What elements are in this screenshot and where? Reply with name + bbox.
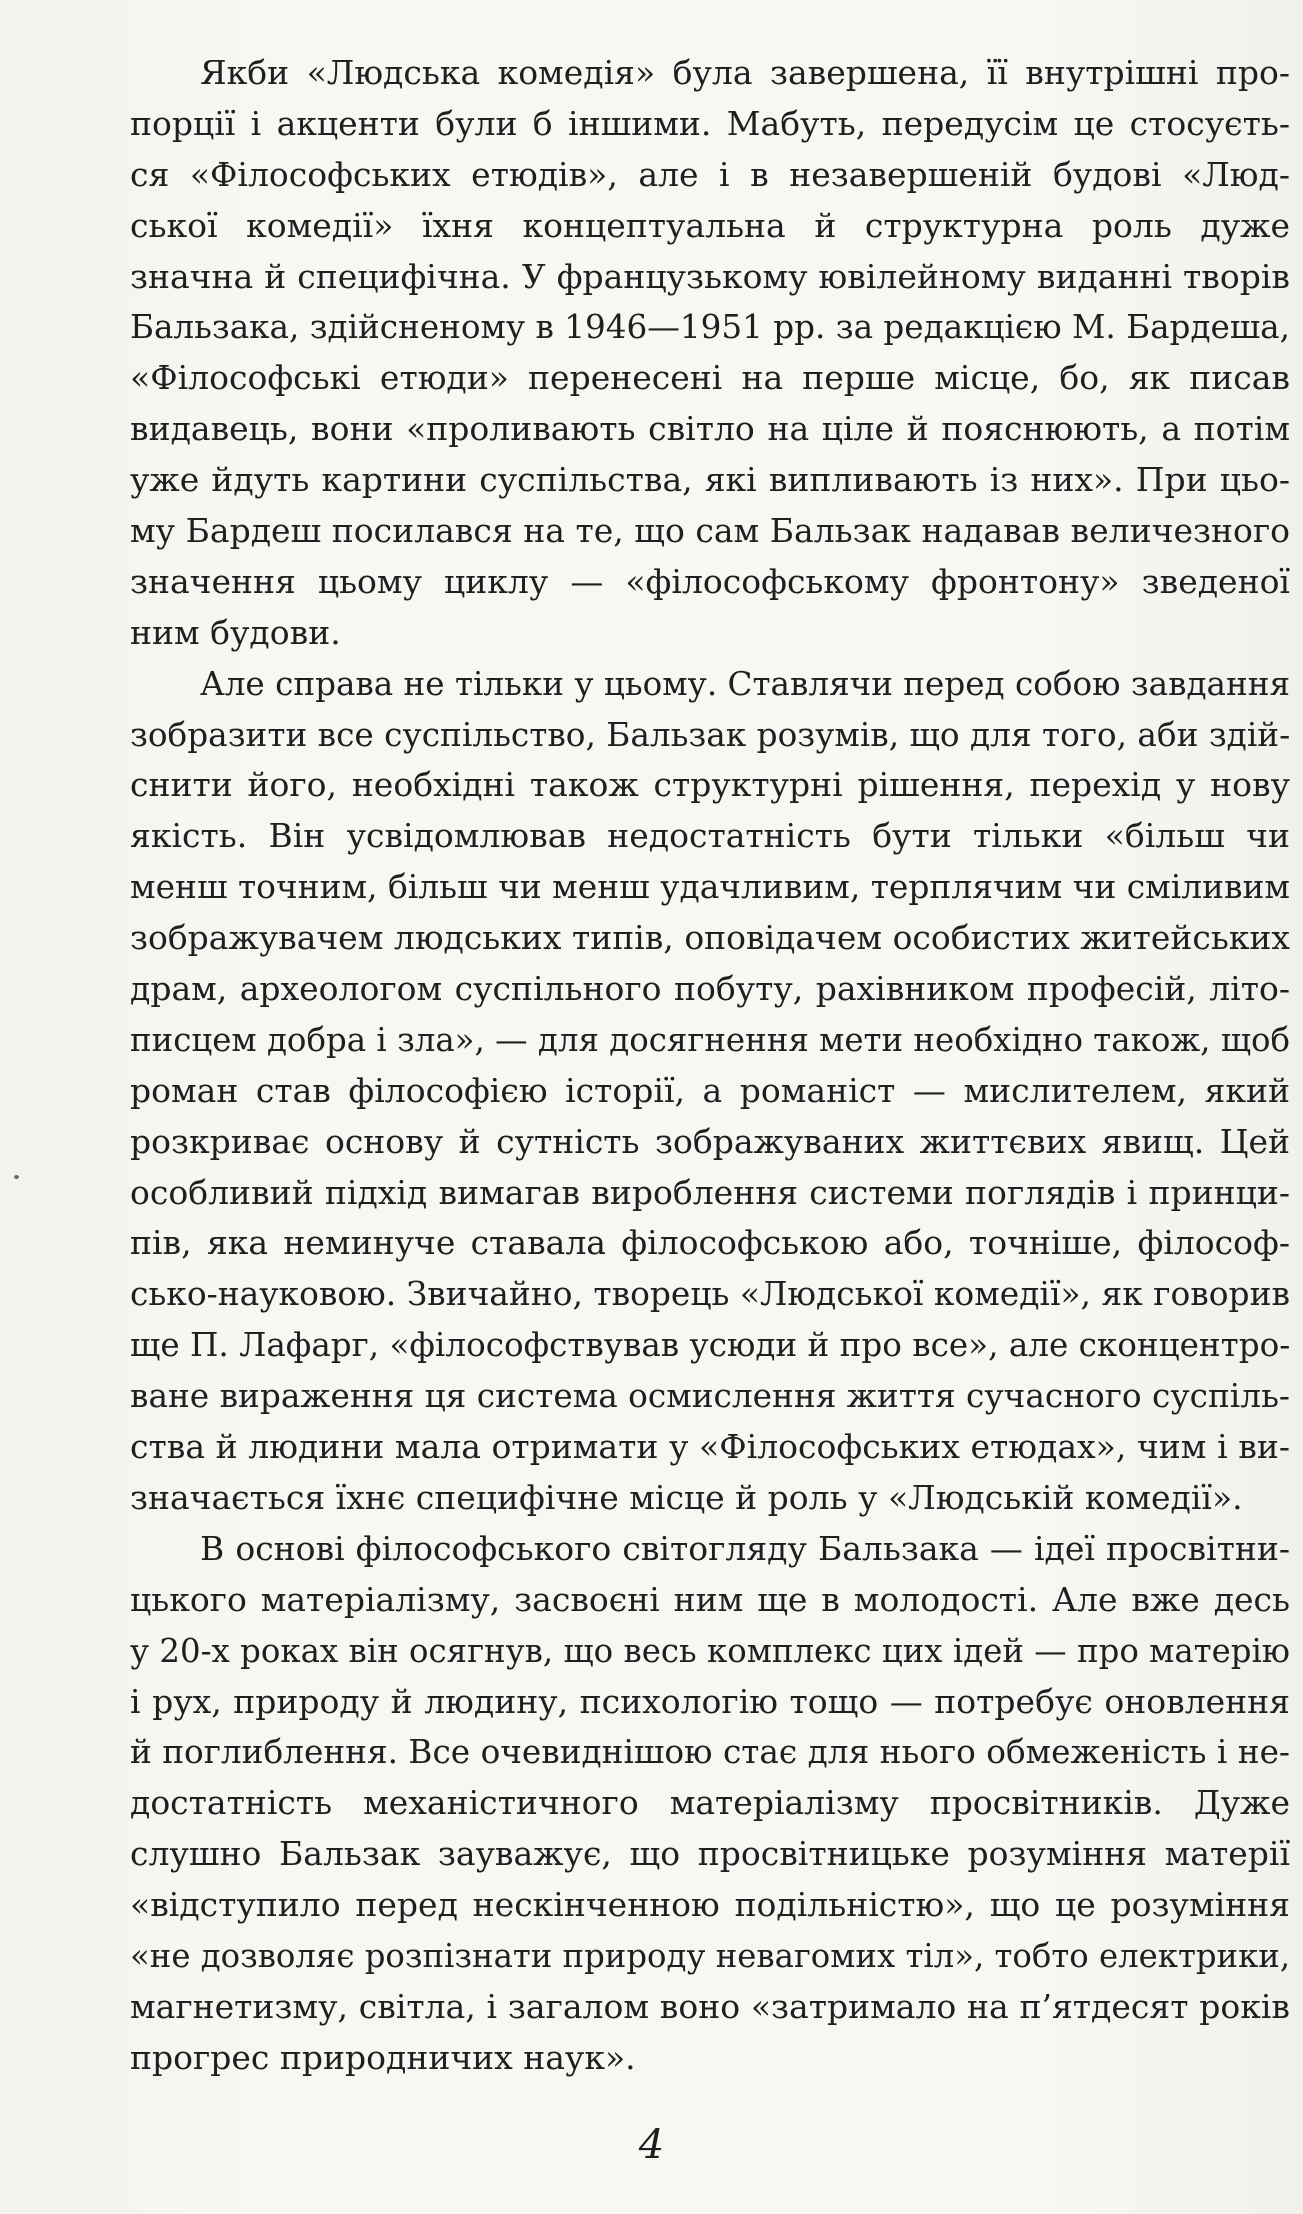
text-line: слушно Бальзак зауважує, що просвітницьке розуміння матерії <box>130 1834 1290 1874</box>
text-line: видавець, вони «проливають світло на ціле й пояснюють, а потім <box>130 409 1290 449</box>
text-line: розкриває основу й сутність зображуваних життєвих явищ. Цей <box>130 1121 1290 1161</box>
text-line: ся «Філософських етюдів», але і в незавершеній будові «Люд- <box>130 154 1290 194</box>
paragraph <box>130 1524 1290 2084</box>
paragraph <box>130 659 1290 1524</box>
text-line: сько-науковою. Звичайно, творець «Людської комедії», як говорив <box>130 1274 1290 1314</box>
text-line: писцем добра і зла», — для досягнення мети необхідно також, щоб <box>130 1020 1290 1059</box>
text-line: Якби «Людська комедія» була завершена, її внутрішні про- <box>200 53 1290 92</box>
text-line: зобразити все суспільство, Бальзак розумів, що для того, аби здій- <box>130 715 1291 754</box>
text-line: й поглиблення. Все очевиднішою стає для нього обмеженість і не- <box>130 1733 1290 1772</box>
text-line: ської комедії» їхня концептуальна й структурна роль дуже <box>130 205 1290 245</box>
text-line: роман став філософією історії, а романіст — мислителем, який <box>130 1070 1290 1110</box>
text-line: у 20-х роках він осягнув, що весь комплекс цих ідей — про матерію <box>130 1631 1290 1670</box>
text-line: пів, яка неминуче ставала філософською або, точніше, філософ- <box>130 1223 1290 1263</box>
text-line: уже йдуть картини суспільства, які випливають із них». При цьо- <box>130 460 1290 500</box>
text-line: снити його, необхідні також структурні рішення, перехід у нову <box>130 765 1290 805</box>
text-line: значна й специфічна. У французькому ювілейному виданні творів <box>130 256 1290 296</box>
text-line: ним будови. <box>130 612 341 652</box>
text-line: магнетизму, світла, і загалом воно «затримало на п’ятдесят років <box>130 1986 1290 2026</box>
text-line: му Бардеш посилався на те, що сам Бальзак надавав величезного <box>130 511 1290 551</box>
text-line: цького матеріалізму, засвоєні ним ще в молодості. Але вже десь <box>130 1579 1290 1619</box>
paragraph <box>130 48 1290 659</box>
text-line: менш точним, більш чи менш удачливим, терплячим чи сміливим <box>130 867 1290 907</box>
text-line: достатність механістичного матеріалізму просвітників. Дуже <box>130 1783 1290 1823</box>
text-line: ване вираження ця система осмислення життя сучасного суспіль- <box>130 1377 1290 1416</box>
text-line: Але справа не тільки у цьому. Ставлячи перед собою завдання <box>200 664 1291 703</box>
text-line: драм, археологом суспільного побуту, рахівником професій, літо- <box>130 969 1290 1009</box>
page-number: 4 <box>638 2122 665 2168</box>
text-line: ще П. Лафарг, «філософствував усюди й про все», але сконцентро- <box>130 1326 1291 1365</box>
text-line: зображувачем людських типів, оповідачем особистих житейських <box>130 918 1290 958</box>
text-line: В основі філософського світогляду Бальзака — ідеї просвітни- <box>200 1528 1290 1568</box>
text-line: Бальзака, здійсненому в 1946—1951 рр. за редакцією М. Бардеша, <box>130 308 1290 347</box>
text-line: «відступило перед нескінченною подільністю», що це розуміння <box>130 1885 1290 1925</box>
text-line: значення цьому циклу — «філософському фронтону» зведеної <box>130 561 1290 601</box>
body-text <box>130 48 1290 2084</box>
text-line: прогрес природничих наук». <box>130 2037 636 2077</box>
text-line: значається їхнє специфічне місце й роль у «Людській комедії». <box>130 1477 1243 1517</box>
text-line: «Філософські етюди» перенесені на перше місце, бо, як писав <box>130 358 1290 398</box>
text-line: особливий підхід вимагав вироблення системи поглядів і принци- <box>130 1172 1290 1212</box>
text-line: і рух, природу й людину, психологію тощо — потребує оновлення <box>130 1681 1290 1721</box>
ink-speck <box>14 1175 19 1179</box>
text-line: порції і акценти були б іншими. Мабуть, передусім це стосуєть- <box>130 103 1290 143</box>
text-line: якість. Він усвідомлював недостатність бути тільки «більш чи <box>130 816 1290 856</box>
text-line: «не дозволяє розпізнати природу невагомих тіл», тобто електрики, <box>130 1936 1291 1975</box>
text-line: ства й людини мала отримати у «Філософських етюдах», чим і ви- <box>130 1427 1290 1467</box>
